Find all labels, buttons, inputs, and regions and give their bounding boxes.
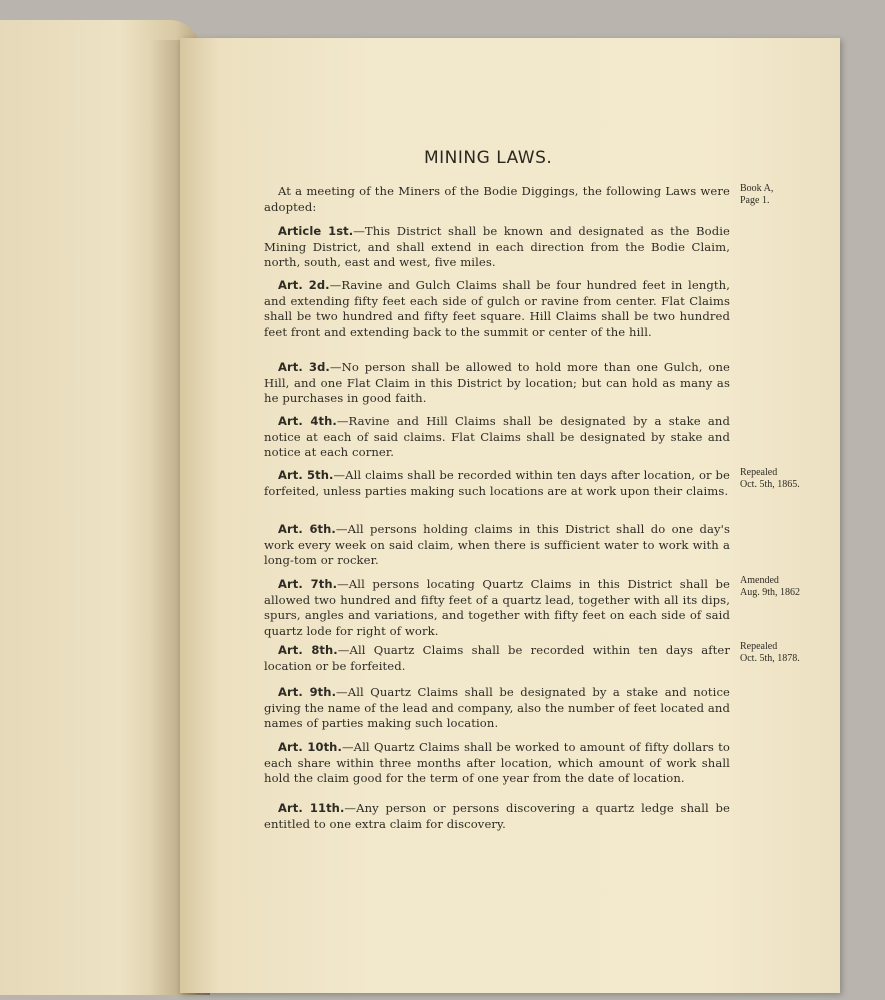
margin-note-book-a [740,183,830,207]
note-line: Book A, [740,183,774,194]
page-title: MINING LAWS. [424,148,553,168]
article-text: —Ravine and Hill Claims shall be designated by a stake and notice at each of said claims. Flat Claims shall be designated by stake and notice at each corner. [264,414,730,460]
intro-text: At a meeting of the Miners of the Bodie Diggings, the following Laws were adopted: [264,184,730,214]
article-3 [264,360,730,407]
note-line: Oct. 5th, 1878. [740,653,800,664]
note-line: Amended [740,575,779,586]
article-label: Art. 4th. [278,414,337,428]
article-text: —All persons holding claims in this District shall do one day's work every week on said claim, when there is sufficient water to work with a long-tom or rocker. [264,522,730,568]
article-label: Art. 10th. [278,740,342,754]
note-line: Page 1. [740,195,770,206]
note-line: Aug. 9th, 1862 [740,587,800,598]
article-5 [264,468,730,499]
article-text: —All claims shall be recorded within ten days after location, or be forfeited, unless parties making such locations are at work upon their claims. [264,468,730,498]
article-text: —All Quartz Claims shall be designated by a stake and notice giving the name of the lead and company, also the number of feet located and names of parties making such location. [264,685,730,731]
article-text: —All persons locating Quartz Claims in this District shall be allowed two hundred and fifty feet of a quartz lead, together with all its dips, spurs, angles and variations, and together with fifty feet on each side of said quartz lode for right of work. [264,577,730,638]
article-7 [264,577,730,639]
article-text: —No person shall be allowed to hold more than one Gulch, one Hill, and one Flat Claim in this District by location; but can hold as many as he purchases in good faith. [264,360,730,406]
article-text: —Ravine and Gulch Claims shall be four hundred feet in length, and extending fifty feet each side of gulch or ravine from center. Flat Claims shall be two hundred and fifty feet square. Hill Claims shall be two hundred feet front and extending back to the summit or center of the hill. [264,278,730,339]
article-label: Art. 7th. [278,577,338,591]
article-8 [264,643,730,674]
article-9 [264,685,730,732]
margin-note-repealed-1878 [740,641,830,665]
margin-note-repealed-1865 [740,467,830,491]
article-label: Art. 6th. [278,522,336,536]
intro-paragraph [264,184,730,215]
note-line: Oct. 5th, 1865. [740,479,800,490]
article-text: —Any person or persons discovering a quartz ledge shall be entitled to one extra claim for discovery. [264,801,730,831]
article-label: Art. 9th. [278,685,337,699]
article-11 [264,801,730,832]
article-4 [264,414,730,461]
article-10 [264,740,730,787]
article-label: Art. 8th. [278,643,338,657]
article-text: —This District shall be known and designated as the Bodie Mining District, and shall extend in each direction from the Bodie Claim, north, south, east and west, five miles. [264,224,730,270]
article-label: Article 1st. [278,224,354,238]
article-1 [264,224,730,271]
article-6 [264,522,730,569]
article-text: —All Quartz Claims shall be recorded within ten days after location or be forfeited. [264,643,730,673]
note-line: Repealed [740,467,778,478]
margin-note-amended-1862 [740,575,830,599]
note-line: Repealed [740,641,778,652]
article-label: Art. 3d. [278,360,330,374]
article-label: Art. 2d. [278,278,330,292]
article-label: Art. 5th. [278,468,334,482]
article-text: —All Quartz Claims shall be worked to amount of fifty dollars to each share within three months after location, which amount of work shall hold the claim good for the term of one year from the date of location. [264,740,731,786]
article-label: Art. 11th. [278,801,345,815]
document-page [180,38,840,993]
article-2 [264,278,730,340]
